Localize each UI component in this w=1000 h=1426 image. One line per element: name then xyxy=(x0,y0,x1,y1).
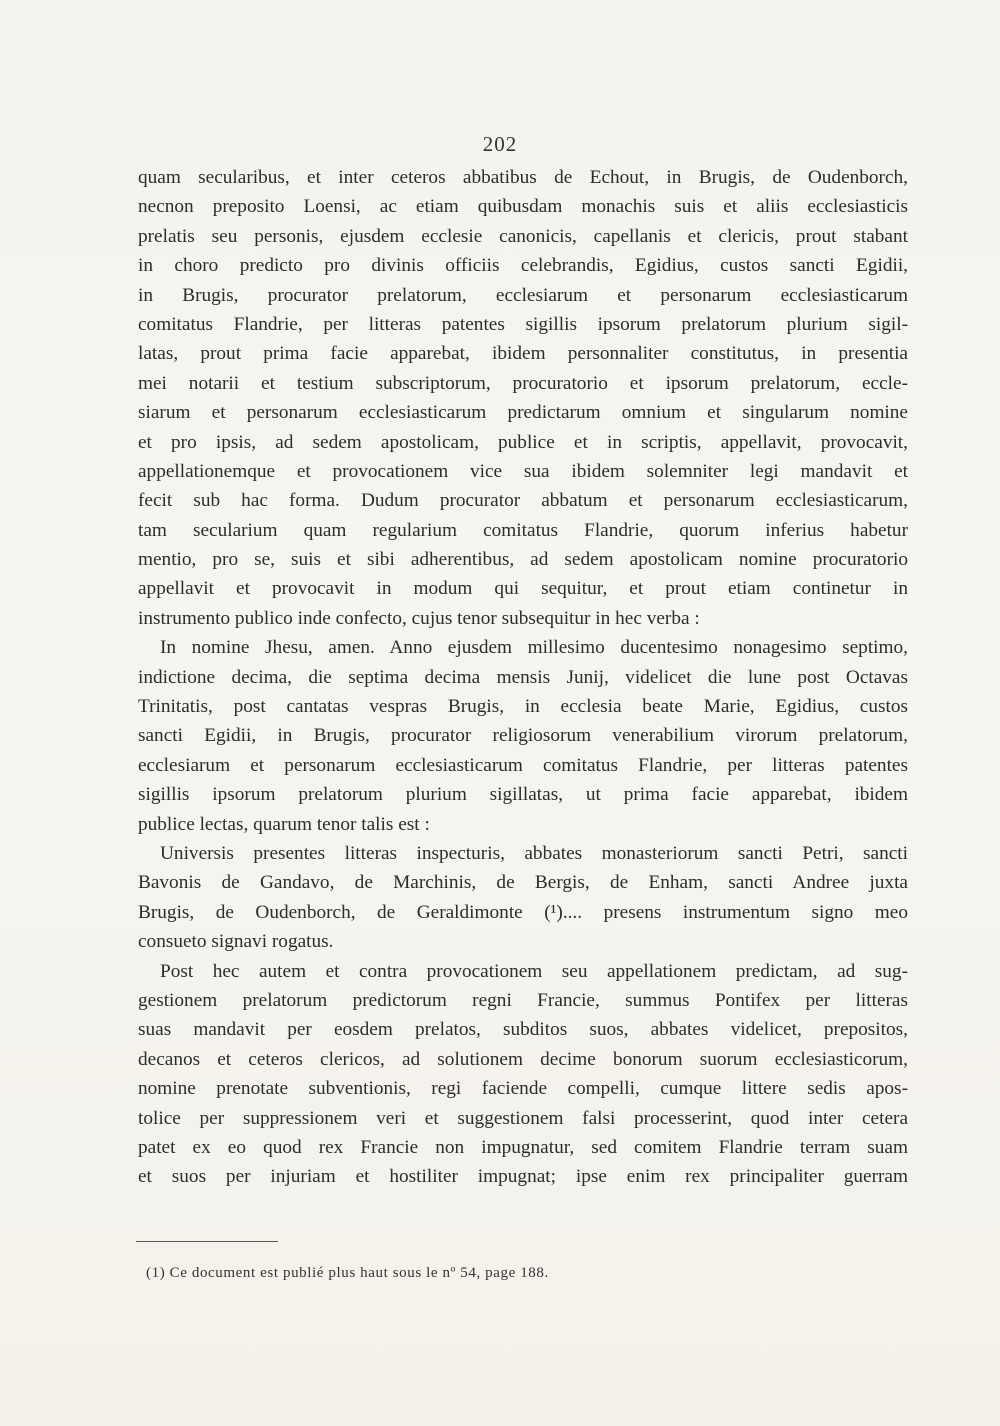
text-line: latas, prout prima facie apparebat, ibidem personnaliter constitutus, in presentia xyxy=(138,343,908,365)
text-line: Post hec autem et contra provocationem seu appellationem predictam, ad sug- xyxy=(160,960,908,982)
text-line: ecclesiarum et personarum ecclesiasticarum comitatus Flandrie, per litteras patentes xyxy=(138,754,908,776)
text-line: appellavit et provocavit in modum qui sequitur, et prout etiam continetur in xyxy=(138,578,908,600)
page-number: 202 xyxy=(482,132,518,156)
text-line: et pro ipsis, ad sedem apostolicam, publice et in scriptis, appellavit, provocavit, xyxy=(138,431,908,453)
text-line: suas mandavit per eosdem prelatos, subditos suos, abbates videlicet, prepositos, xyxy=(138,1019,908,1041)
footnote-separator xyxy=(136,1241,278,1242)
text-line: indictione decima, die septima decima mensis Junij, videlicet die lune post Octavas xyxy=(138,666,908,688)
text-line: necnon preposito Loensi, ac etiam quibusdam monachis suis et aliis ecclesiasticis xyxy=(138,196,908,218)
text-line: in Brugis, procurator prelatorum, ecclesiarum et personarum ecclesiasticarum xyxy=(138,284,908,306)
text-line: prelatis seu personis, ejusdem ecclesie canonicis, capellanis et clericis, prout stabant xyxy=(138,225,908,247)
text-line: sigillis ipsorum prelatorum plurium sigillatas, ut prima facie apparebat, ibidem xyxy=(138,784,908,806)
text-line: decanos et ceteros clericos, ad solutionem decime bonorum suorum ecclesiasticorum, xyxy=(138,1048,908,1070)
text-line: sancti Egidii, in Brugis, procurator religiosorum venerabilium virorum prelatorum, xyxy=(138,725,908,747)
paragraph xyxy=(138,633,908,839)
body-text xyxy=(138,163,908,1192)
text-line: publice lectas, quarum tenor talis est : xyxy=(138,813,430,835)
text-line: Bavonis de Gandavo, de Marchinis, de Bergis, de Enham, sancti Andree juxta xyxy=(138,872,908,894)
text-line: fecit sub hac forma. Dudum procurator abbatum et personarum ecclesiasticarum, xyxy=(138,490,908,512)
text-line: tam secularium quam regularium comitatus Flandrie, quorum inferius habetur xyxy=(138,519,908,541)
text-line: mentio, pro se, suis et sibi adherentibus, ad sedem apostolicam nomine procuratorio xyxy=(138,549,908,571)
text-line: quam secularibus, et inter ceteros abbatibus de Echout, in Brugis, de Oudenborch, xyxy=(138,167,908,188)
text-line: siarum et personarum ecclesiasticarum predictarum omnium et singularum nomine xyxy=(138,402,908,424)
text-line: appellationemque et provocationem vice sua ibidem solemniter legi mandavit et xyxy=(138,460,908,482)
text-line: comitatus Flandrie, per litteras patentes sigillis ipsorum prelatorum plurium sigil- xyxy=(138,313,908,335)
text-line: et suos per injuriam et hostiliter impugnat; ipse enim rex principaliter guerram xyxy=(138,1166,908,1188)
paragraph xyxy=(138,957,908,1192)
paragraph xyxy=(138,839,908,957)
text-line: Brugis, de Oudenborch, de Geraldimonte (¹).... presens instrumentum signo meo xyxy=(138,901,908,923)
text-line: patet ex eo quod rex Francie non impugnatur, sed comitem Flandrie terram suam xyxy=(138,1136,908,1158)
text-line: instrumento publico inde confecto, cujus tenor subsequitur in hec verba : xyxy=(138,607,700,629)
text-line: consueto signavi rogatus. xyxy=(138,931,334,953)
text-line: tolice per suppressionem veri et suggestionem falsi processerint, quod inter cetera xyxy=(138,1107,908,1129)
text-line: Universis presentes litteras inspecturis, abbates monasteriorum sancti Petri, sancti xyxy=(160,842,908,864)
text-line: in choro predicto pro divinis officiis celebrandis, Egidius, custos sancti Egidii, xyxy=(138,255,908,277)
text-line: gestionem prelatorum predictorum regni Francie, summus Pontifex per litteras xyxy=(138,989,908,1011)
text-line: In nomine Jhesu, amen. Anno ejusdem millesimo ducentesimo nonagesimo septimo, xyxy=(160,637,908,659)
footnote: (1) Ce document est publié plus haut sous le nº 54, page 188. xyxy=(146,1265,549,1281)
text-line: nomine prenotate subventionis, regi faciende compelli, cumque littere sedis apos- xyxy=(138,1078,908,1100)
paragraph xyxy=(138,163,908,633)
text-line: Trinitatis, post cantatas vespras Brugis, in ecclesia beate Marie, Egidius, custos xyxy=(138,696,908,718)
text-line: mei notarii et testium subscriptorum, procuratorio et ipsorum prelatorum, eccle- xyxy=(138,372,908,394)
